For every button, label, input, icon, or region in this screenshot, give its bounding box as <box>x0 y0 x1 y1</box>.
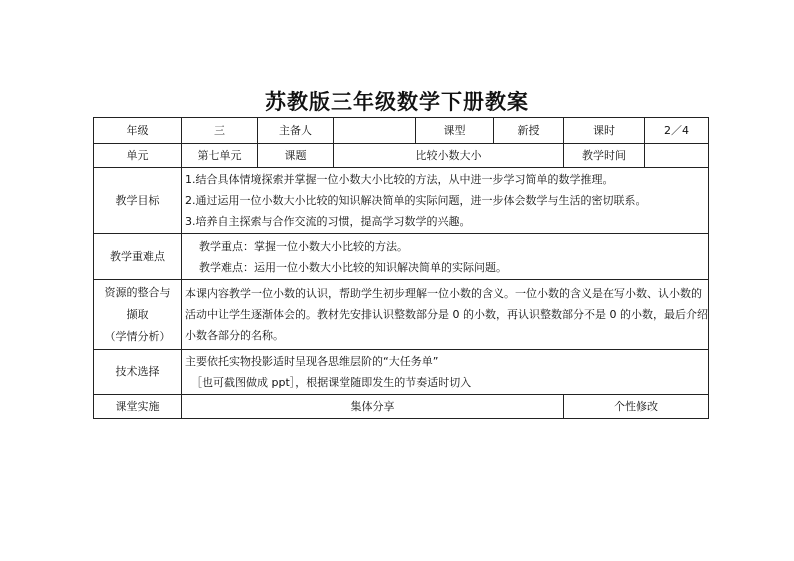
period-value: 2／4 <box>645 118 709 144</box>
resources-label-line: 资源的整合与 <box>104 285 171 299</box>
personal-label: 个性修改 <box>564 395 709 419</box>
resources-label <box>94 280 182 350</box>
lesson-type-label: 课型 <box>416 118 494 144</box>
topic-label: 课题 <box>258 144 334 168</box>
resources-line: 活动中让学生逐渐体会的。教材先安排认识整数部分是 0 的小数，再认识整数部分不是 0 的小数，最后介绍 <box>185 308 708 321</box>
resources-content <box>182 280 709 350</box>
objectives-row <box>94 168 709 234</box>
time-value <box>645 144 709 168</box>
technology-line: ［也可截图做成 ppt］，根据课堂随即发生的节奏适时切入 <box>191 376 472 389</box>
shared-label: 集体分享 <box>182 395 564 419</box>
objective-item: 1.结合具体情境探索并掌握一位小数大小比较的方法，从中进一步学习简单的数学推理。 <box>185 173 614 186</box>
resources-line: 小数各部分的名称。 <box>185 329 284 342</box>
topic-value: 比较小数大小 <box>334 144 564 168</box>
technology-label: 技术选择 <box>94 350 182 395</box>
resources-line: 本课内容教学一位小数的认识，帮助学生初步理解一位小数的含义。一位小数的含义是在写小数、认小数的 <box>185 287 702 300</box>
key-point-item: 教学重点：掌握一位小数大小比较的方法。 <box>199 239 408 253</box>
lesson-type-value: 新授 <box>494 118 564 144</box>
technology-line: 主要依托实物投影适时呈现各思维层阶的“大任务单” <box>185 355 439 368</box>
technology-row <box>94 350 709 395</box>
objective-item: 2.通过运用一位小数大小比较的知识解决简单的实际问题，进一步体会数学与生活的密切联系。 <box>185 194 647 207</box>
technology-content <box>182 350 709 395</box>
period-label: 课时 <box>564 118 645 144</box>
resources-label-line: 撷取 <box>126 307 149 321</box>
resources-row <box>94 280 709 350</box>
key-points-content <box>182 234 709 280</box>
implementation-row <box>94 395 709 419</box>
objectives-label: 教学目标 <box>94 168 182 234</box>
preparer-label: 主备人 <box>258 118 334 144</box>
objectives-content <box>182 168 709 234</box>
key-points-label: 教学重难点 <box>94 234 182 280</box>
implementation-label: 课堂实施 <box>94 395 182 419</box>
grade-label: 年级 <box>94 118 182 144</box>
objective-item: 3.培养自主探索与合作交流的习惯，提高学习数学的兴趣。 <box>185 215 471 228</box>
grade-value: 三 <box>182 118 258 144</box>
resources-label-line: （学情分析） <box>104 329 171 343</box>
unit-row <box>94 144 709 168</box>
key-point-item: 教学难点：运用一位小数大小比较的知识解决简单的实际问题。 <box>199 260 507 274</box>
preparer-value <box>334 118 416 144</box>
lesson-plan-table <box>93 117 709 419</box>
unit-value: 第七单元 <box>182 144 258 168</box>
document-title: 苏教版三年级数学下册教案 <box>265 89 529 114</box>
key-points-row <box>94 234 709 280</box>
time-label: 教学时间 <box>564 144 645 168</box>
header-row <box>94 118 709 144</box>
unit-label: 单元 <box>94 144 182 168</box>
